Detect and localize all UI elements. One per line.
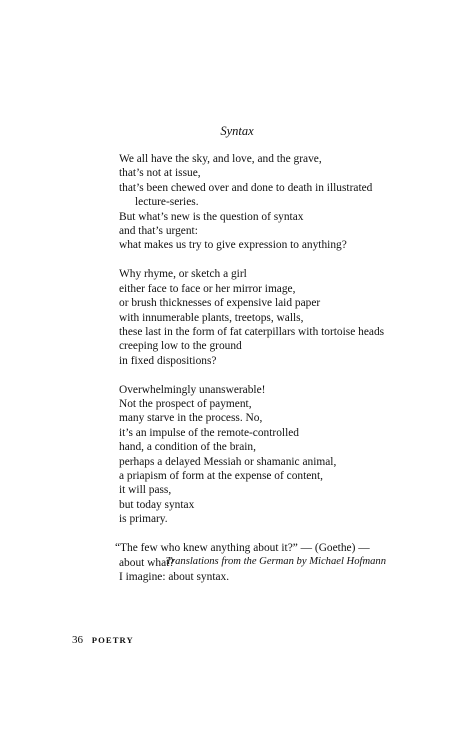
poem-line: but today syntax <box>119 498 195 511</box>
poem-line: creeping low to the ground <box>119 340 242 353</box>
poem-line: in fixed dispositions? <box>119 354 217 367</box>
poem-title: Syntax <box>220 124 254 138</box>
poem-line: is primary. <box>119 513 168 526</box>
poem-line: that’s not at issue, <box>119 167 201 180</box>
stanza-break <box>119 368 459 383</box>
poem-line: We all have the sky, and love, and the grave, <box>119 153 322 165</box>
poem-line: Overwhelmingly unanswerable! <box>119 383 266 396</box>
poem-line: a priapism of form at the expense of content, <box>119 470 324 482</box>
journal-name: POETRY <box>91 635 134 645</box>
poem-line: hand, a condition of the brain, <box>119 441 256 454</box>
poem-line: lecture-series. <box>135 196 199 209</box>
poem-line: Why rhyme, or sketch a girl <box>119 268 247 281</box>
page-number: 36 <box>72 634 83 646</box>
stanza-break <box>119 253 459 268</box>
poem-line: these last in the form of fat caterpillars with tortoise heads <box>119 325 385 338</box>
translation-credit: Translations from the German by Michael Hofmann <box>165 556 386 567</box>
poem-line: many starve in the process. No, <box>119 412 263 425</box>
poem-line: perhaps a delayed Messiah or shamanic animal, <box>119 455 337 468</box>
poem-line: “The few who knew anything about it?” — (Goethe) — <box>115 542 370 555</box>
poem-line: with innumerable plants, treetops, walls, <box>119 311 304 324</box>
stanza <box>119 267 459 368</box>
poem-line: or brush thicknesses of expensive laid paper <box>119 297 321 310</box>
poem-line: But what’s new is the question of syntax <box>119 210 304 223</box>
stanza <box>119 152 459 253</box>
poem-body <box>115 152 459 584</box>
poem-line: it’s an impulse of the remote-controlled <box>119 426 299 439</box>
poem-line: either face to face or her mirror image, <box>119 282 296 295</box>
stanza <box>119 383 459 527</box>
poem-line: Not the prospect of payment, <box>119 398 252 411</box>
page-footer <box>72 634 134 646</box>
stanza-break <box>119 527 459 542</box>
poem-line: about what? <box>119 556 175 569</box>
poem-line: and that’s urgent: <box>119 224 198 237</box>
poem-line: what makes us try to give expression to anything? <box>119 239 347 252</box>
poem-line: that’s been chewed over and done to death in illustrated <box>119 181 373 194</box>
poem-line: I imagine: about syntax. <box>119 570 230 583</box>
poem-line: it will pass, <box>119 484 172 497</box>
